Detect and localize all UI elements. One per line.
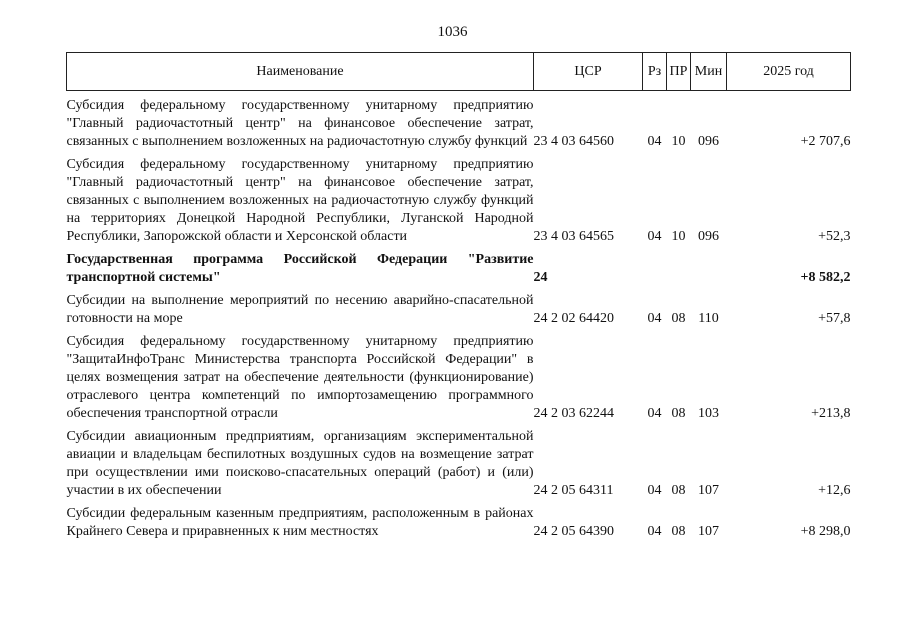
row-pr: 08 (671, 524, 686, 539)
row-min: 103 (698, 406, 719, 421)
row-pr: 08 (671, 483, 686, 498)
row-csr: 23 4 03 64565 (533, 229, 614, 244)
row-rz: 04 (647, 524, 662, 539)
header-year: 2025 год (727, 53, 851, 91)
row-min: 107 (698, 524, 719, 539)
row-value: +52,3 (818, 229, 851, 244)
table-header-row (67, 53, 851, 91)
row-min: 107 (698, 483, 719, 498)
row-pr: 08 (671, 311, 686, 326)
row-value: +8 298,0 (800, 524, 851, 539)
table-row (67, 151, 851, 246)
row-pr: 08 (671, 406, 686, 421)
table-row (67, 423, 851, 500)
row-pr (667, 246, 691, 287)
row-csr: 24 2 03 62244 (533, 406, 614, 421)
row-csr: 24 2 05 64311 (533, 483, 614, 498)
row-csr: 24 (533, 270, 548, 285)
row-name: Государственная программа Российской Федерации "Развитие транспортной системы" (66, 252, 534, 285)
row-rz (643, 246, 667, 287)
row-name: Субсидии федеральным казенным предприятиям, расположенным в районах Крайнего Севера и приравненных к ним местностях (66, 506, 534, 539)
row-pr: 10 (671, 229, 686, 244)
row-name: Субсидия федеральному государственному унитарному предприятию "Главный радиочастотный центр" на финансовое обеспечение затрат, связанных с выполнением возложенных на радиочастотную службу функций на территориях Донецкой Народной Республики, Луганской Народной Республики, Запорожской области и Херсонской области (66, 157, 534, 244)
row-csr: 23 4 03 64560 (533, 134, 614, 149)
header-name: Наименование (67, 53, 534, 91)
row-rz: 04 (647, 134, 662, 149)
row-min: 110 (698, 311, 719, 326)
header-pr: ПР (667, 53, 691, 91)
row-csr: 24 2 05 64390 (533, 524, 614, 539)
budget-table (66, 52, 851, 541)
row-rz: 04 (647, 483, 662, 498)
row-csr: 24 2 02 64420 (533, 311, 614, 326)
table-row (67, 500, 851, 541)
row-min (691, 246, 727, 287)
row-value: +213,8 (811, 406, 851, 421)
header-csr: ЦСР (534, 53, 643, 91)
row-name: Субсидии авиационным предприятиям, организациям экспериментальной авиации и владельцам беспилотных воздушных судов на возмещение затрат при осуществлении ими поисково-спасательных операций (работ) и (или) участии в их обеспечении (66, 429, 534, 498)
table-row (67, 91, 851, 152)
row-name: Субсидия федеральному государственному унитарному предприятию "Главный радиочастотный центр" на финансовое обеспечение затрат, связанных с выполнением возложенных на радиочастотную службу функций (66, 98, 534, 149)
header-min: Мин (691, 53, 727, 91)
row-rz: 04 (647, 229, 662, 244)
row-name: Субсидия федеральному государственному унитарному предприятию "ЗащитаИнфоТранс Министерства транспорта Российской Федерации" в целях возмещения затрат на обеспечение деятельности (функционирование) отраслевого центра компетенций по импортозамещению программного обеспечения транспортной отрасли (66, 334, 534, 421)
row-value: +2 707,6 (800, 134, 851, 149)
table-row (67, 287, 851, 328)
row-value: +57,8 (818, 311, 851, 326)
row-pr: 10 (671, 134, 686, 149)
program-row (67, 246, 851, 287)
row-min: 096 (698, 229, 719, 244)
row-rz: 04 (647, 406, 662, 421)
row-min: 096 (698, 134, 719, 149)
page-number: 1036 (437, 24, 468, 40)
row-name: Субсидии на выполнение мероприятий по несению аварийно-спасательной готовности на море (66, 293, 534, 326)
row-value: +8 582,2 (800, 270, 851, 285)
row-rz: 04 (647, 311, 662, 326)
row-value: +12,6 (818, 483, 851, 498)
table-row (67, 328, 851, 423)
header-rz: Рз (643, 53, 667, 91)
